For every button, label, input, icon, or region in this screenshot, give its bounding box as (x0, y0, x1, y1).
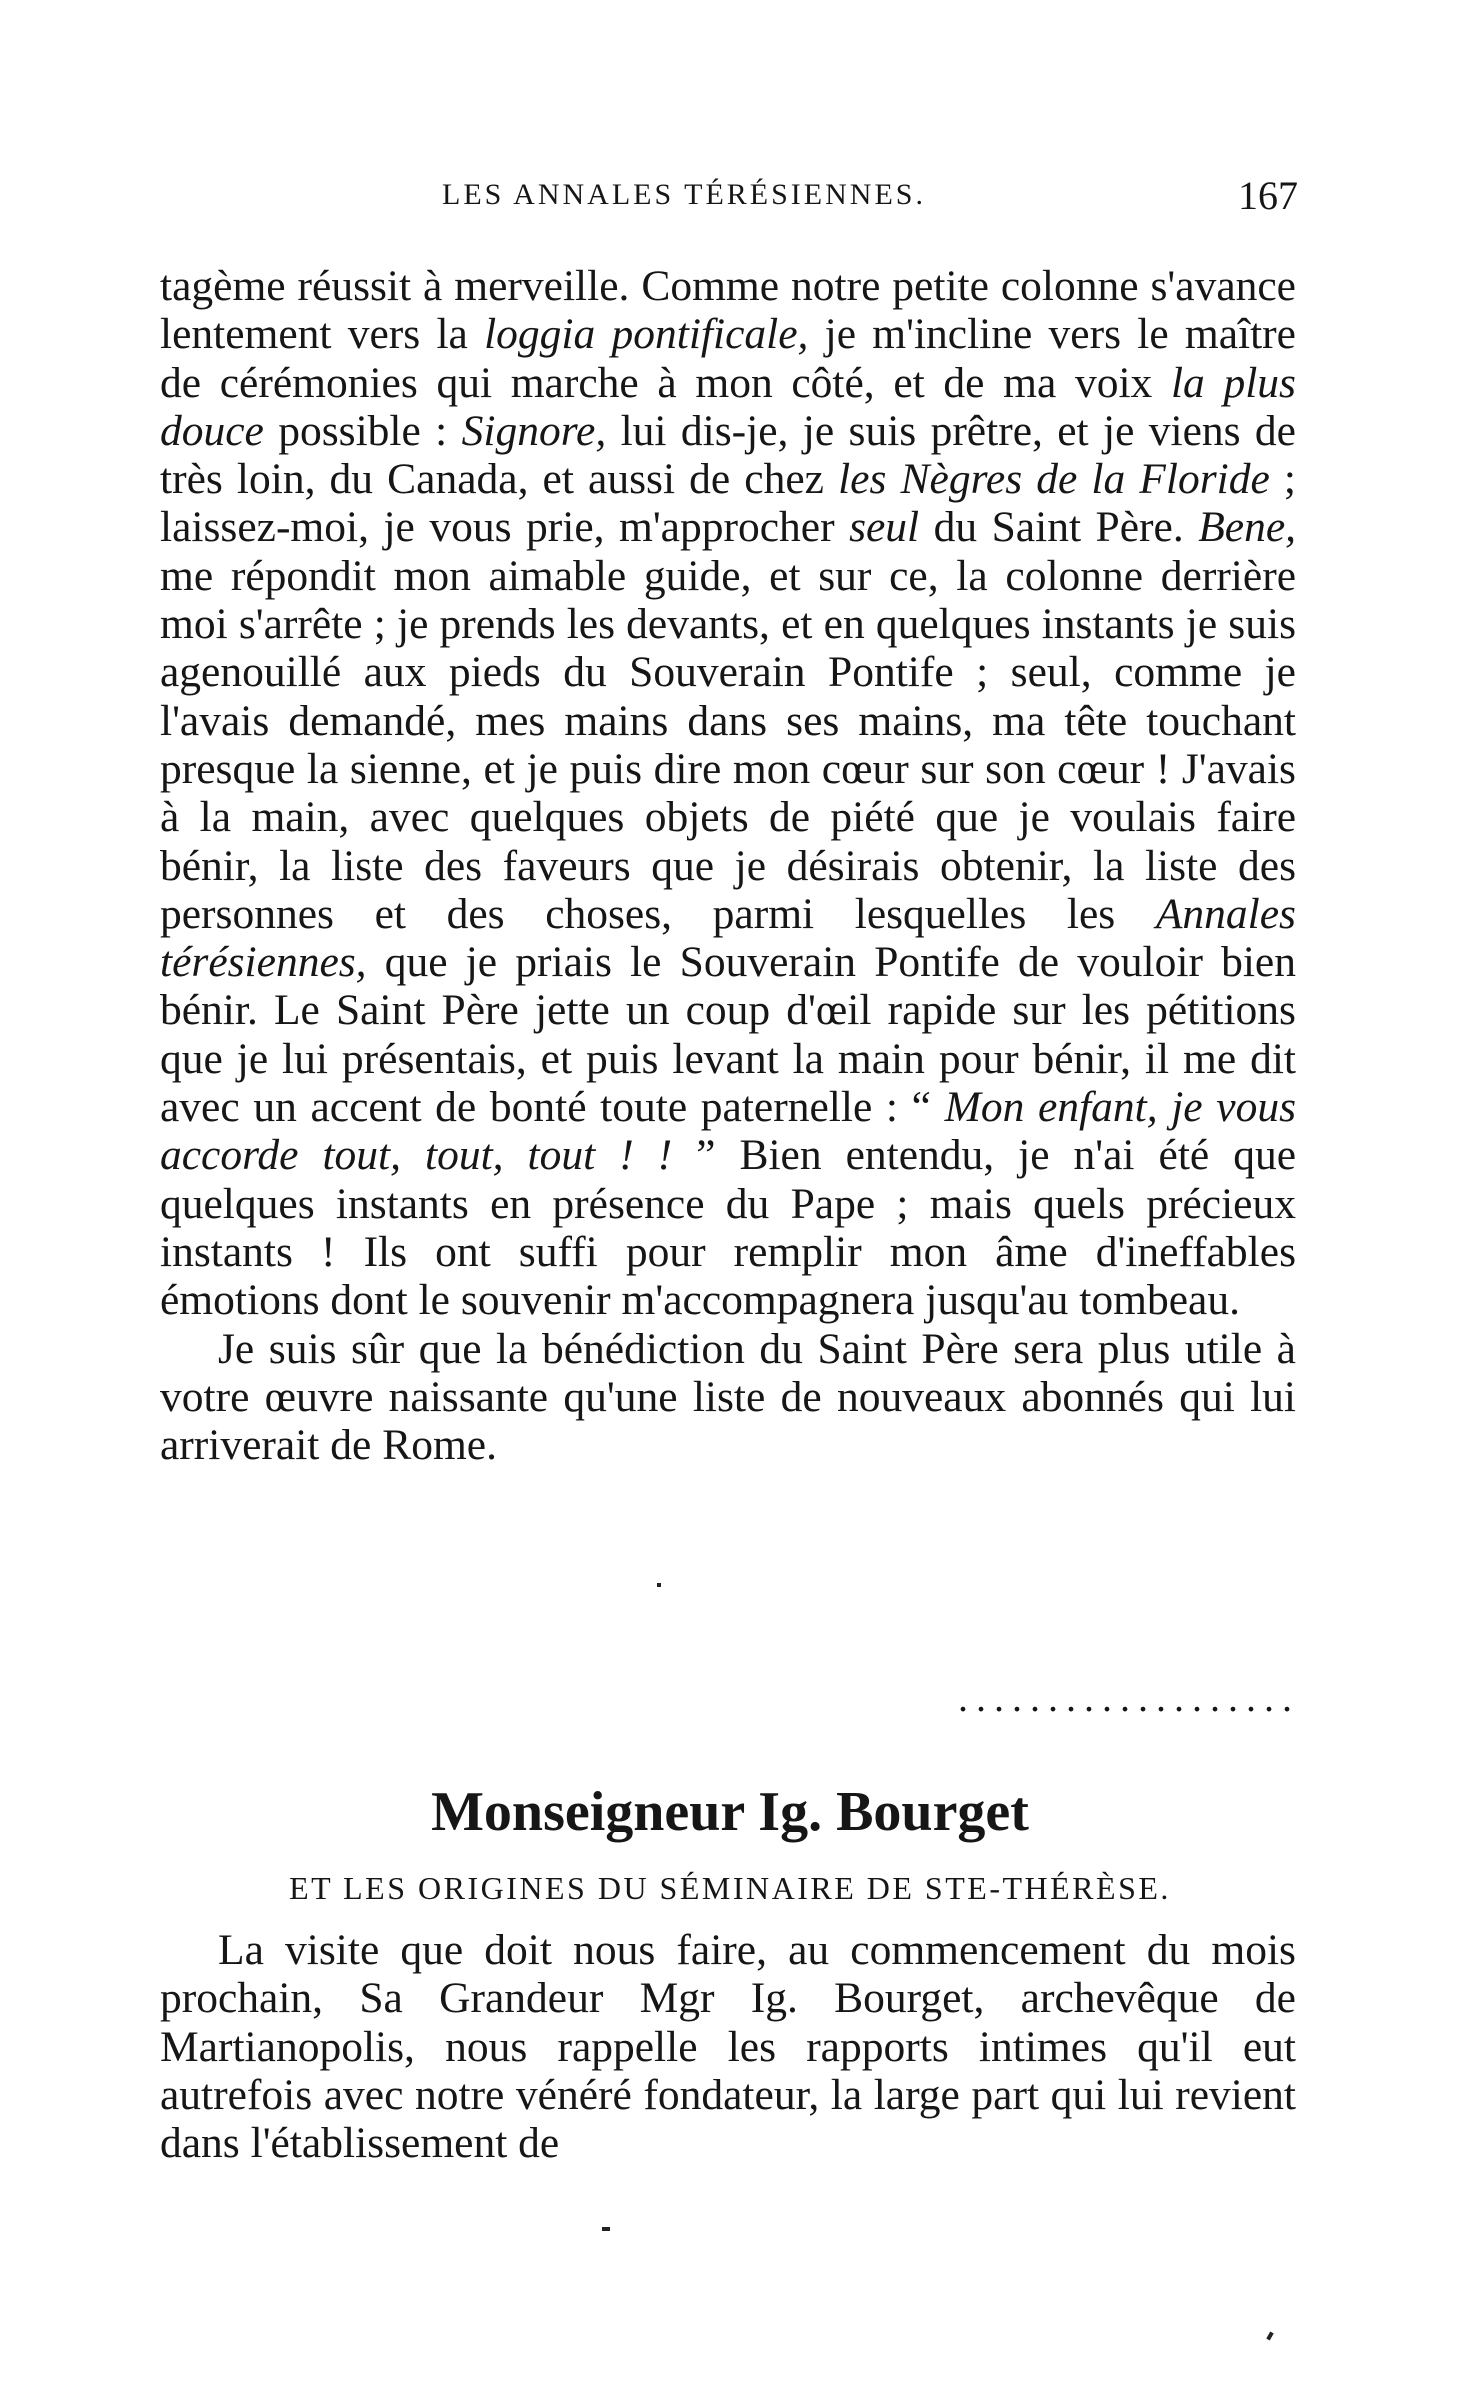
section-paragraph: La visite que doit nous faire, au commencement du mois prochain, Sa Grandeur Mgr Ig. Bourget, archevêque de Martianopolis, nous rappelle les rapports intimes qu'il eut autrefois avec notre vénéré fondateur, la large part qui lui revient dans l'établissement de (160, 1926, 1296, 2168)
dotted-separator: ................... (958, 1678, 1300, 1718)
paragraph-audience (160, 262, 1296, 1325)
page-header (160, 172, 1300, 222)
italic-run: Signore, (461, 406, 607, 455)
ink-speck (657, 1583, 661, 1587)
section-title: Monseigneur Ig. Bourget (431, 1781, 1029, 1843)
running-title: LES ANNALES TÉRÉSIENNES. (442, 178, 926, 211)
italic-run: Annales térésiennes, (160, 889, 1296, 987)
italic-run: les Nègres de la Floride (838, 455, 1270, 504)
text-run: ” Bien entendu, je n'ai été que quelques instants en présence du Pape ; mais quels précieux instants ! Ils ont suffi pour remplir mon âme d'ineffables émotions dont le souvenir m'accompagnera jusqu'au tombeau. (160, 1131, 1297, 1325)
page-number: 167 (1238, 173, 1298, 218)
text-run: du Saint Père. (919, 503, 1199, 552)
italic-run: la plus douce (160, 358, 1296, 455)
text-run: lui dis-je, je suis prêtre, et je viens de très loin, du Canada, et aussi de chez (160, 406, 1296, 504)
section-body (160, 1926, 1296, 2167)
italic-run: Bene, (1198, 503, 1296, 552)
text-run: je m'incline vers le maître de cérémonies qui marche à mon côté, et de ma voix (160, 310, 1296, 407)
section-subtitle: ET LES ORIGINES DU SÉMINAIRE DE STE-THÉRÈSE. (289, 1870, 1171, 1906)
ink-speck (1266, 2332, 1273, 2341)
text-run: que je priais le Souverain Pontife de vouloir bien bénir. Le Saint Père jette un coup d'œil rapide sur les pétitions que je lui présentais, et puis levant la main pour bénir, il me dit avec un accent de bonté toute paternelle : “ (160, 938, 1296, 1132)
text-run: tagème réussit à merveille. Comme notre petite colonne s'avance lentement vers la (160, 262, 1296, 359)
italic-run: Mon enfant, je vous accorde tout, tout, tout ! ! (160, 1083, 1296, 1180)
italic-run: loggia pontificale, (484, 310, 809, 359)
ink-speck (602, 2227, 610, 2231)
paragraph-benediction: Je suis sûr que la bénédiction du Saint Père sera plus utile à votre œuvre naissante qu'une liste de nouveaux abonnés qui lui arriverait de Rome. (160, 1324, 1296, 1470)
italic-run: seul (849, 503, 920, 552)
article-body (160, 262, 1296, 1469)
text-run: ; laissez-moi, je vous prie, m'approcher (160, 455, 1296, 552)
text-run: possible : (263, 406, 462, 455)
text-run: me répondit mon aimable guide, et sur ce, la colonne derrière moi s'arrête ; je prends les devants, et en quelques instants je suis agenouillé aux pieds du Souverain Pontife ; seul, comme je l'avais demandé, mes mains dans ses mains, ma tête touchant presque la sienne, et je puis dire mon cœur sur son cœur ! J'avais à la main, avec quelques objets de piété que je voulais faire bénir, la liste des faveurs que je désirais obtenir, la liste des personnes et des choses, parmi lesquelles les (160, 551, 1296, 938)
